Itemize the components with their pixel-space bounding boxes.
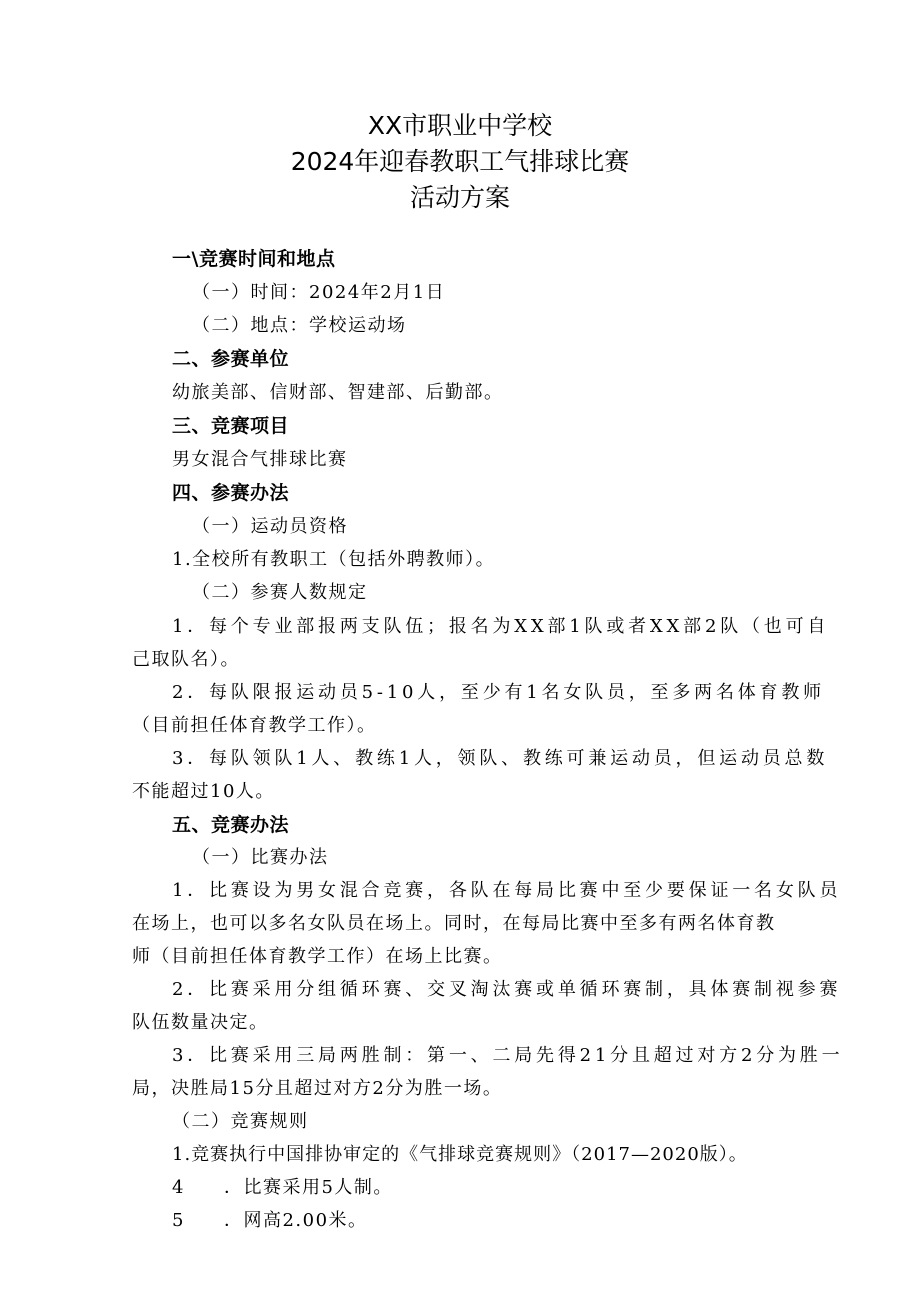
rule-item-1: 1.竞赛执行中国排协审定的《气排球竞赛规则》（2017—2020版）。	[172, 1144, 748, 1165]
team-size-item-1-line-1: 1．每个专业部报两支队伍；报名为XX部1队或者XX部2队（也可自	[172, 616, 830, 637]
team-size-item-1-line-2: 己取队名）。	[132, 649, 240, 670]
match-item-1-line-1: 1．比赛设为男女混合竞赛，各队在每局比赛中至少要保证一名女队员	[172, 880, 842, 901]
team-size-item-3-line-2: 不能超过10人。	[132, 781, 275, 802]
events-text: 男女混合气排球比赛	[172, 449, 348, 470]
section-heading-units: 二、参赛单位	[172, 348, 290, 370]
team-size-subheading: （二）参赛人数规定	[192, 582, 368, 603]
team-size-item-2-line-2: （目前担任体育教学工作）。	[132, 715, 377, 736]
title-school: XX市职业中学校	[367, 111, 553, 140]
qualification-item-1: 1.全校所有教职工（包括外聘教师）。	[172, 549, 496, 570]
athlete-qualification-subheading: （一）运动员资格	[192, 516, 348, 537]
match-method-subheading: （一）比赛办法	[192, 847, 329, 868]
section-heading-time-place: 一\竞赛时间和地点	[172, 248, 336, 270]
match-item-2-line-2: 队伍数量决定。	[132, 1012, 269, 1033]
title-plan: 活动方案	[409, 183, 510, 212]
match-item-2-line-1: 2．比赛采用分组循环赛、交叉淘汰赛或单循环赛制，具体赛制视参赛	[172, 979, 842, 1000]
section-heading-competition: 五、竞赛办法	[172, 814, 290, 836]
rule-item-4: 4 ．比赛采用5人制。	[172, 1177, 393, 1198]
match-item-1-line-2: 在场上，也可以多名女队员在场上。同时，在每局比赛中至多有两名体育教	[132, 913, 776, 934]
rule-item-5: 5 ．网高2.00米。	[172, 1210, 368, 1231]
match-item-1-line-3: 师（目前担任体育教学工作）在场上比赛。	[132, 946, 503, 967]
place-line: （二）地点：学校运动场	[192, 315, 407, 336]
time-line: （一）时间：2024年2月1日	[192, 282, 446, 303]
match-item-3-line-2: 局，决胜局15分且超过对方2分为胜一场。	[132, 1078, 503, 1099]
match-item-3-line-1: 3．比赛采用三局两胜制：第一、二局先得21分且超过对方2分为胜一	[172, 1045, 844, 1066]
team-size-item-2-line-1: 2．每队限报运动员5-10人，至少有1名女队员，至多两名体育教师	[172, 682, 825, 703]
document-title	[0, 108, 920, 216]
rules-subheading: （二）竞赛规则	[172, 1111, 309, 1132]
section-heading-participation: 四、参赛办法	[172, 482, 290, 504]
title-event: 2024年迎春教职工气排球比赛	[290, 147, 630, 176]
team-size-item-3-line-1: 3．每队领队1人、教练1人，领队、教练可兼运动员，但运动员总数	[172, 748, 829, 769]
units-text: 幼旅美部、信财部、智建部、后勤部。	[172, 382, 504, 403]
section-heading-events: 三、竞赛项目	[172, 415, 290, 437]
